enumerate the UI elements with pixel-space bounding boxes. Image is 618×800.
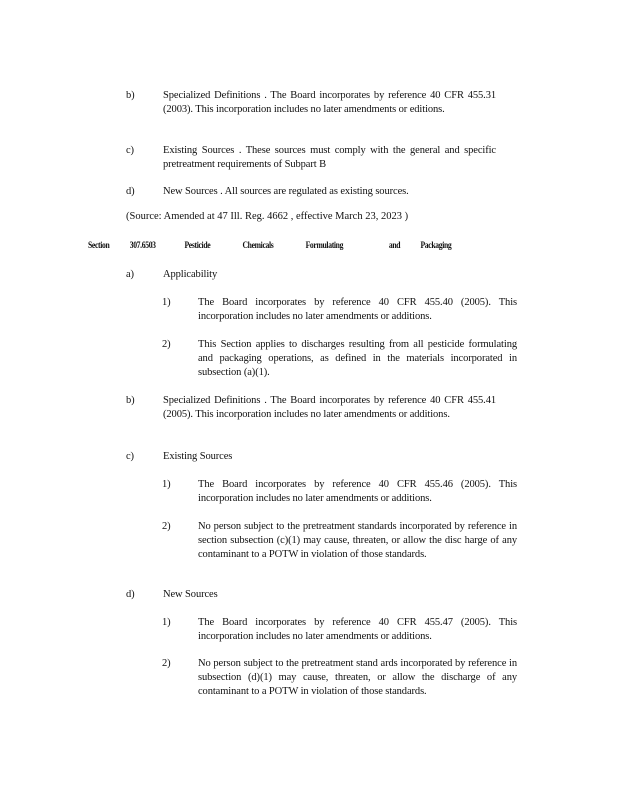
- item-text: Specialized Definitions . The Board incorporates by reference 40 CFR 455.31 (2003). This incorporation includes no later amendments or editions.: [163, 90, 496, 115]
- subsection-c-heading: [126, 450, 496, 464]
- subsection-d-heading: [126, 588, 496, 602]
- item-d-new-old: [126, 185, 496, 199]
- subsection-label: d): [126, 589, 135, 600]
- paragraph-label: 2): [162, 339, 171, 350]
- paragraph-text: The Board incorporates by reference 40 CFR 455.46 (2005). This incorporation includes no later amendments or additions.: [198, 479, 517, 504]
- subsection-b: [126, 394, 496, 436]
- paragraph-label: 2): [162, 521, 171, 532]
- paragraph-label: 1): [162, 617, 171, 628]
- paragraph-text: The Board incorporates by reference 40 CFR 455.40 (2005). This incorporation includes no later amendments or additions.: [198, 297, 517, 322]
- subsection-heading: New Sources: [163, 589, 218, 600]
- section-number: 307.6503: [129, 240, 156, 250]
- item-b-definitions-old: [126, 89, 496, 131]
- source-note: (Source: Amended at 47 Ill. Reg. 4662 , effective March 23, 2023 ): [126, 211, 409, 222]
- item-text: New Sources . All sources are regulated as existing sources.: [163, 186, 409, 197]
- section-title-word: and: [388, 240, 401, 250]
- paragraph-text: This Section applies to discharges resulting from all pesticide formulating and packaging operations, as defined in the materials incorporated in subsection (a)(1).: [198, 339, 517, 378]
- subsection-text: Specialized Definitions . The Board incorporates by reference 40 CFR 455.41 (2005). This incorporation includes no later amendments or additions.: [163, 395, 496, 420]
- item-label: b): [126, 90, 135, 101]
- paragraph-c2: [162, 520, 517, 576]
- subsection-label: c): [126, 451, 134, 462]
- subsection-a-heading: [126, 268, 496, 282]
- section-heading: [88, 240, 451, 250]
- item-c-existing-old: [126, 144, 496, 172]
- paragraph-a1: [162, 296, 517, 324]
- item-text: Existing Sources . These sources must comply with the general and specific pretreatment requirements of Subpart B: [163, 145, 496, 170]
- section-word: Section: [88, 240, 110, 250]
- paragraph-text: No person subject to the pretreatment stand ards incorporated by reference in subsection (d)(1) may cause, threaten, or allow the discharge of any contaminant to a POTW in violation of those standards.: [198, 658, 517, 697]
- subsection-heading: Applicability: [163, 269, 218, 280]
- section-title-word: Formulating: [305, 240, 344, 250]
- paragraph-text: No person subject to the pretreatment standards incorporated by reference in section subsection (c)(1) may cause, threaten, or allow the disc harge of any contaminant to a POTW in violation of those standards.: [198, 521, 517, 560]
- subsection-label: a): [126, 269, 134, 280]
- subsection-heading: Existing Sources: [163, 451, 233, 462]
- subsection-label: b): [126, 395, 135, 406]
- item-label: d): [126, 186, 135, 197]
- paragraph-label: 2): [162, 658, 171, 669]
- section-title-word: Pesticide: [184, 240, 211, 250]
- paragraph-d2: [162, 657, 517, 713]
- section-title-word: Chemicals: [242, 240, 274, 250]
- paragraph-label: 1): [162, 297, 171, 308]
- section-title-word: Packaging: [420, 240, 452, 250]
- paragraph-label: 1): [162, 479, 171, 490]
- item-label: c): [126, 145, 134, 156]
- paragraph-c1: [162, 478, 517, 506]
- paragraph-a2: [162, 338, 517, 380]
- paragraph-text: The Board incorporates by reference 40 CFR 455.47 (2005). This incorporation includes no later amendments or additions.: [198, 617, 517, 642]
- paragraph-d1: [162, 616, 517, 644]
